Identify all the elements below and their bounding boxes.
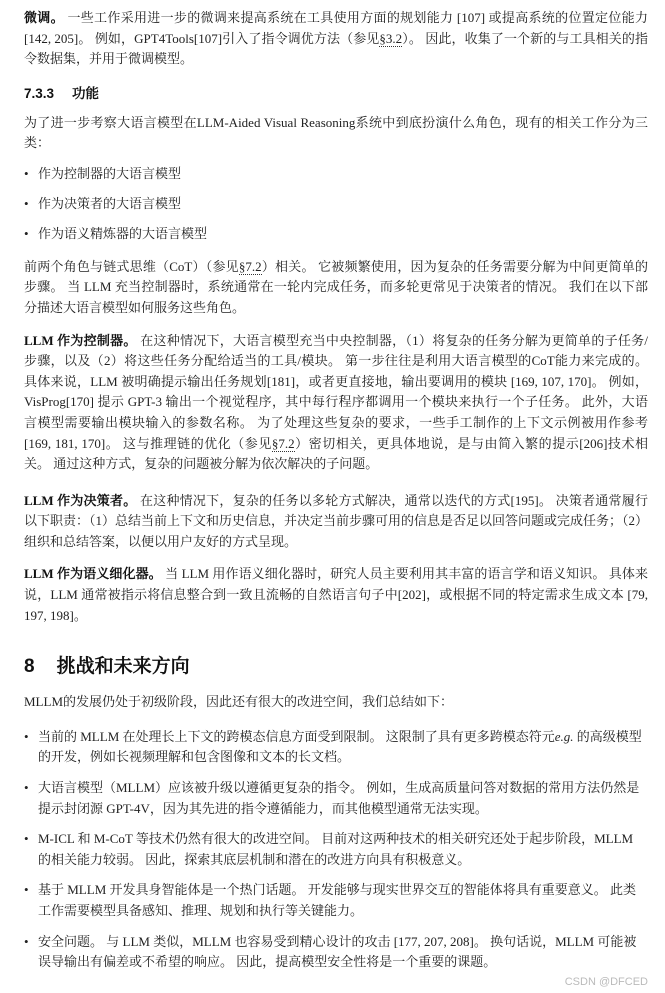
bullet-icon: • bbox=[24, 933, 29, 949]
list-item-emphasis: e.g. bbox=[554, 728, 574, 744]
section-number: 7.3.3 bbox=[24, 85, 55, 101]
list-item-text: 基于 MLLM 开发具身智能体是一个热门话题。 开发能够与现实世界交互的智能体将具有重要意义。 此类工作需要模型具备感知、推理、规划和执行等关键能力。 bbox=[38, 882, 637, 918]
list-item-text: 的高级模型的开发，例如长视频理解和包含图像和文本的长文档。 bbox=[38, 728, 642, 765]
bullet-icon: • bbox=[24, 882, 29, 898]
paragraph-intro: 为了进一步考察大语言模型在LLM-Aided Visual Reasoning系统中到底扮演什么角色，现有的相关工作分为三类： bbox=[24, 114, 648, 151]
paragraph-lead: LLM 作为决策者。 bbox=[24, 492, 137, 508]
list-item-text: 当前的 MLLM 在处理长上下文的跨模态信息方面受到限制。 这限制了具有更多跨模态符元 bbox=[38, 728, 555, 744]
paragraph-lead: LLM 作为控制器。 bbox=[24, 332, 137, 348]
list-item bbox=[24, 778, 648, 819]
roles-list bbox=[24, 164, 648, 245]
list-item bbox=[24, 164, 648, 185]
list-item bbox=[24, 727, 648, 768]
list-item-text: 作为决策者的大语言模型 bbox=[38, 196, 182, 212]
bullet-icon: • bbox=[24, 780, 29, 796]
bullet-icon: • bbox=[24, 196, 29, 212]
list-item-text: 作为控制器的大语言模型 bbox=[38, 165, 182, 181]
bullet-icon: • bbox=[24, 165, 29, 181]
paragraph-text: ）相关。 它被频繁使用，因为复杂的任务需要分解为中间更简单的步骤。 当 LLM 充当控制器时，系统通常在一轮内完成任务，而多轮更常见于决策者的情况。 我们在以下部分描述大语言模型如何服务这些角色。 bbox=[24, 258, 648, 315]
paragraph-text: 在这种情况下，复杂的任务以多轮方式解决，通常以迭代的方式[195]。 决策者通常履行以下职责：（1）总结当前上下文和历史信息，并决定当前步骤可用的信息是否足以回答问题或完成任务；（2）组织和总结答案，以便以用户友好的方式呈现。 bbox=[24, 492, 649, 549]
list-item-text: 作为语义精炼器的大语言模型 bbox=[38, 226, 208, 242]
bullet-icon: • bbox=[24, 226, 29, 242]
paragraph-roles bbox=[24, 257, 648, 319]
paragraph-text: 当 LLM 用作语义细化器时，研究人员主要利用其丰富的语言学和语义知识。 具体来说，LLM 通常被指示将信息整合到一致且流畅的自然语言句子中[202]，或根据不同的特定需求生成文本 [79, 197, 198]。 bbox=[24, 566, 648, 623]
section-heading-8 bbox=[24, 654, 648, 680]
list-item-text: 大语言模型（MLLM）应该被升级以遵循更复杂的指令。 例如，生成高质量问答对数据的常用方法仍然是提示封闭源 GPT-4V，因为其先进的指令遵循能力，而其他模型通常无法实现。 bbox=[38, 780, 640, 816]
paragraph-lead: LLM 作为语义细化器。 bbox=[24, 566, 162, 582]
section-heading-7-3-3 bbox=[24, 84, 648, 104]
section-link[interactable]: §3.2 bbox=[379, 30, 403, 46]
watermark: CSDN @DFCED bbox=[564, 975, 648, 988]
list-item bbox=[24, 194, 648, 215]
paragraph-text: 一些工作采用进一步的微调来提高系统在工具使用方面的规划能力 [107] 或提高系统的位置定位能力 [142, 205]。 例如，GPT4Tools[107]引入了指令调优方法（参见 bbox=[24, 10, 648, 46]
section-link[interactable]: §7.2 bbox=[271, 435, 295, 451]
paragraph-text: ）。 因此，收集了一个新的与工具相关的指令数据集，并用于微调模型。 bbox=[24, 30, 648, 67]
paragraph-finetune bbox=[24, 8, 648, 70]
section-title: 挑战和未来方向 bbox=[56, 656, 190, 678]
paragraph-lead: 微调。 bbox=[24, 10, 64, 25]
section-number: 8 bbox=[24, 656, 35, 678]
paragraph-text: 在这种情况下，大语言模型充当中央控制器，（1）将复杂的任务分解为更简单的子任务/步骤，以及（2）将这些任务分配给适当的工具/模块。 第一步往往是利用大语言模型的CoT能力来完成的。 具体来说，LLM 被明确提示输出任务规划[181]，或者更直接地，输出要调用的模块 [169, 107, 170]。 例如，VisProg[170] 提示 GPT-3 输出一个视觉程序，其中每行程序都调用一个模块来执行一个子任务。 此外，大语言模型需要输出模块输入的参数名称。 为了处理这些复杂的要求，一些手工制作的上下文示例被用作参考[169, 181, 170]。 这与推理链的优化（参见 bbox=[24, 332, 648, 451]
document-page bbox=[24, 0, 648, 989]
list-item bbox=[24, 932, 648, 973]
paragraph-decision bbox=[24, 491, 648, 553]
list-item bbox=[24, 880, 648, 921]
challenges-list bbox=[24, 727, 648, 973]
bullet-icon: • bbox=[24, 728, 29, 744]
list-item-text: 安全问题。 与 LLM 类似，MLLM 也容易受到精心设计的攻击 [177, 207, 208]。 换句话说，MLLM 可能被误导输出有偏差或不希望的响应。 因此，提高模型安全性将是一个重要的课题。 bbox=[38, 933, 637, 970]
paragraph-controller bbox=[24, 331, 648, 475]
paragraph-text: 前两个角色与链式思维（CoT）（参见 bbox=[24, 258, 239, 274]
paragraph-mllm: MLLM的发展仍处于初级阶段，因此还有很大的改进空间，我们总结如下： bbox=[24, 694, 454, 710]
section-link[interactable]: §7.2 bbox=[238, 258, 262, 274]
list-item bbox=[24, 224, 648, 245]
bullet-icon: • bbox=[24, 831, 29, 847]
section-title: 功能 bbox=[72, 85, 100, 101]
paragraph-semantic bbox=[24, 564, 648, 626]
paragraph-text: ）密切相关，更具体地说，是与由简入繁的提示[206]技术相关。 通过这种方式，复杂的问题被分解为依次解决的子问题。 bbox=[24, 435, 648, 472]
list-item bbox=[24, 829, 648, 870]
list-item-text: M-ICL 和 M-CoT 等技术仍然有很大的改进空间。 目前对这两种技术的相关研究还处于起步阶段，MLLM 的相关能力较弱。 因此，探索其底层机制和潜在的改进方向具有积极意义。 bbox=[38, 831, 634, 867]
